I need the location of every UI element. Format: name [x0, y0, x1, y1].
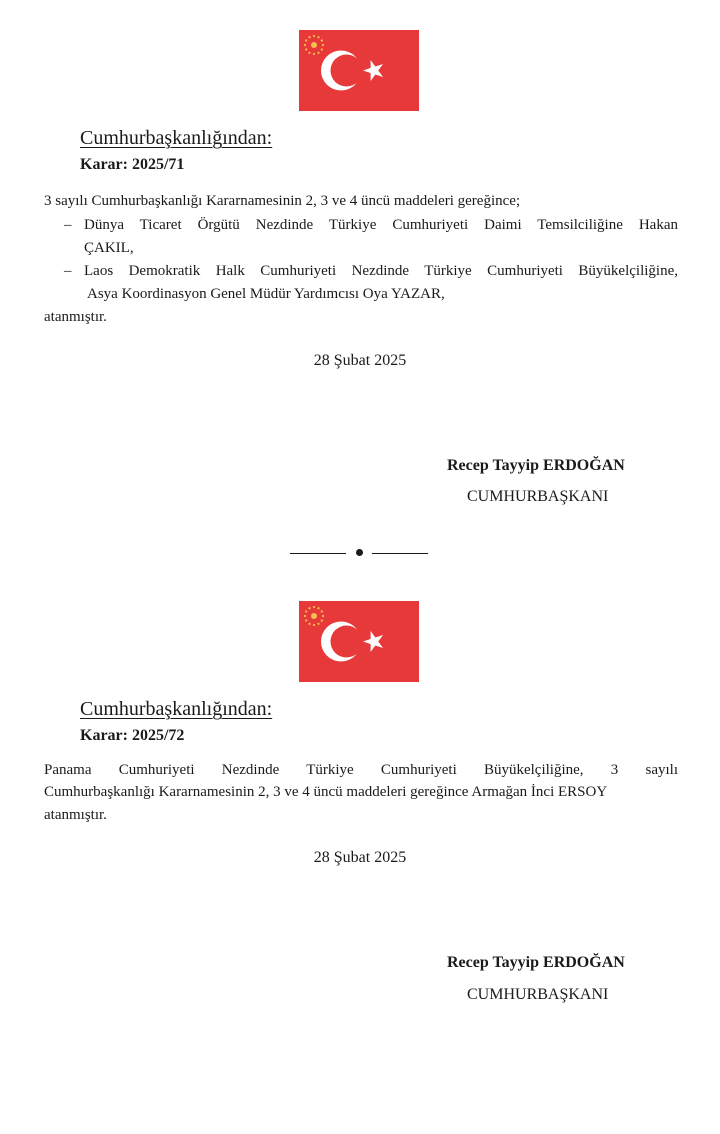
decree-closing: atanmıştır. — [44, 309, 107, 325]
appointment-item: Laos Demokratik Halk Cumhuriyeti Nezdinde Türkiye Cumhuriyeti Büyükelçiliğine, — [84, 263, 678, 279]
decree-date: 28 Şubat 2025 — [313, 849, 407, 866]
presidential-flag — [299, 601, 419, 682]
separator-line — [290, 553, 346, 554]
decree-paragraph: Cumhurbaşkanlığı Kararnamesinin 2, 3 ve 4 üncü maddeleri gereğince Armağan İnci ERSOY — [44, 784, 608, 800]
decree-heading: Cumhurbaşkanlığından: — [80, 698, 273, 720]
presidential-flag — [299, 30, 419, 111]
appointment-item-continuation: ÇAKIL, — [84, 240, 134, 256]
decree-closing: atanmıştır. — [44, 807, 107, 823]
decision-number: Karar: 2025/72 — [80, 727, 185, 744]
bullet-dash: – — [64, 217, 72, 233]
bullet-dash: – — [64, 263, 72, 279]
decree-date: 28 Şubat 2025 — [313, 352, 407, 369]
section-separator — [290, 546, 430, 560]
decree-heading: Cumhurbaşkanlığından: — [80, 127, 273, 149]
decree-intro: 3 sayılı Cumhurbaşkanlığı Kararnamesinin 2, 3 ve 4 üncü maddeleri gereğince; — [44, 193, 521, 209]
signer-title: CUMHURBAŞKANI — [467, 488, 609, 505]
signer-title: CUMHURBAŞKANI — [467, 986, 609, 1003]
signer-name: Recep Tayyip ERDOĞAN — [447, 954, 625, 971]
separator-dot-icon — [356, 549, 363, 556]
decree-paragraph: Panama Cumhuriyeti Nezdinde Türkiye Cumhuriyeti Büyükelçiliğine, 3 sayılı — [44, 762, 678, 778]
separator-line — [372, 553, 428, 554]
signer-name: Recep Tayyip ERDOĞAN — [447, 457, 625, 474]
decision-number: Karar: 2025/71 — [80, 156, 185, 173]
appointment-item: Dünya Ticaret Örgütü Nezdinde Türkiye Cumhuriyeti Daimi Temsilciliğine Hakan — [84, 217, 678, 233]
appointment-item-continuation: Asya Koordinasyon Genel Müdür Yardımcısı Oya YAZAR, — [87, 286, 445, 302]
